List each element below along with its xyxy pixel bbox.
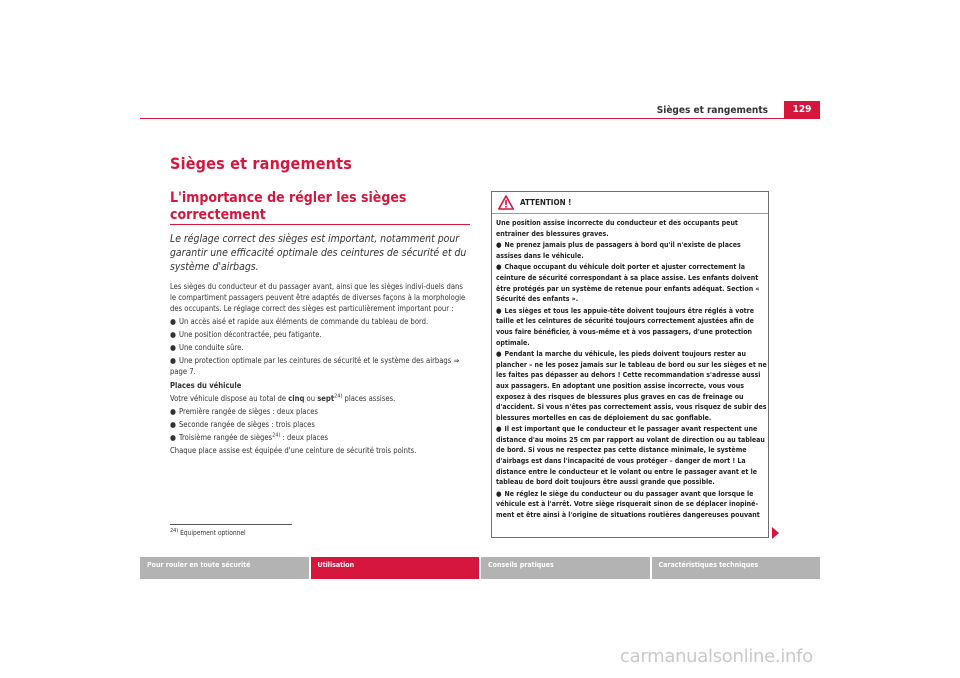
bullet-icon: ● bbox=[170, 330, 176, 339]
footnote: $^{24)}$ Équipement optionnel bbox=[170, 527, 246, 537]
footnote-ref: 24) bbox=[272, 432, 281, 439]
list-item: ● Une conduite sûre. bbox=[170, 343, 244, 352]
chapter-nav bbox=[140, 557, 820, 579]
section-rule bbox=[170, 224, 470, 225]
attention-paragraph: ● Il est important que le conducteur et le passager avant respectent une distance d'au moins 25 cm par rapport au volant de direction ou au tableau de bord. Si vous ne respectez pas cette distance minimale, le système d'airbags est dans l'incapacité de vous protéger – danger de mort ! La distance entre le conducteur et le volant ou entre le passager avant et le tableau de bord doit toujours être aussi grande que possible. bbox=[496, 425, 765, 487]
list-item: ● Première rangée de sièges : deux places bbox=[170, 407, 318, 416]
body-text bbox=[170, 281, 470, 458]
bullet-icon: ● bbox=[496, 241, 502, 250]
bullet-icon: ● bbox=[496, 306, 502, 315]
nav-tab-utilisation[interactable]: Utilisation bbox=[311, 557, 480, 579]
list-item: ● Seconde rangée de sièges : trois places bbox=[170, 420, 315, 429]
attention-paragraph: Une position assise incorrecte du conducteur et des occupants peut entraîner des blessures graves. bbox=[496, 219, 738, 238]
bullet-icon: ● bbox=[170, 343, 176, 352]
bullet-icon: ● bbox=[496, 263, 502, 272]
bullet-icon: ● bbox=[496, 425, 502, 434]
footnote-rule bbox=[170, 524, 292, 525]
section-intro: Le réglage correct des sièges est important, notamment pour garantir une efficacité optimale des ceintures de sécurité et du système d'airbags. bbox=[170, 233, 467, 273]
attention-paragraph: ● Ne réglez le siège du conducteur ou du passager avant que lorsque le véhicule est à l'arrêt. Votre siège risquerait sinon de se déplacer inopiné-ment et être ainsi à l'origine de situations routières dangereuses pouvant bbox=[496, 489, 760, 520]
attention-header bbox=[492, 192, 768, 214]
closing-paragraph: Chaque place assise est équipée d'une ceinture de sécurité trois points. bbox=[170, 446, 417, 455]
nav-tab-conseils[interactable]: Conseils pratiques bbox=[481, 557, 650, 579]
nav-tab-caracteristiques[interactable]: Caractéristiques techniques bbox=[652, 557, 821, 579]
attention-text bbox=[496, 218, 768, 522]
section-title: L'importance de régler les sièges correctement bbox=[170, 190, 407, 223]
subheading-places: Places du véhicule bbox=[170, 381, 242, 390]
bullet-icon: ● bbox=[170, 356, 176, 365]
nav-tab-securite[interactable]: Pour rouler en toute sécurité bbox=[140, 557, 309, 579]
running-header-title: Sièges et rangements bbox=[656, 105, 768, 116]
attention-paragraph: ● Pendant la marche du véhicule, les pieds doivent toujours rester au plancher – ne les posez jamais sur le tableau de bord ou sur les sièges et ne les faites pas dépasser au dehors ! Cette recommandation s'adresse aussi aux passagers. En adoptant une position assise incorrecte, vous vous exposez à des risques de blessures plus graves en cas de freinage ou d'accident. Si vous n'êtes pas correctement assis, vous risquez de subir des blessures mortelles en cas de déploiement du sac gonflable. bbox=[496, 350, 767, 422]
list-item: ● Un accès aisé et rapide aux éléments de commande du tableau de bord. bbox=[170, 317, 429, 326]
list-item: ● Une protection optimale par les ceintures de sécurité et le système des airbags ⇒ page 7. bbox=[170, 356, 460, 376]
body-paragraph: Les sièges du conducteur et du passager avant, ainsi que les sièges indivi-duels dans le compartiment passagers peuvent être adaptés de diverses façons à la morphologie des occupants. Le réglage correct des sièges est particulièrement important pour : bbox=[170, 282, 466, 313]
bullet-icon: ● bbox=[170, 317, 176, 326]
footnote-ref: 24) bbox=[334, 393, 343, 400]
bullet-icon: ● bbox=[170, 433, 176, 442]
attention-label: ATTENTION ! bbox=[520, 198, 572, 207]
attention-paragraph: ● Chaque occupant du véhicule doit porter et ajuster correctement la ceinture de sécurité correspondant à sa place assise. Les enfants doivent être protégés par un système de retenue pour enfants adéquat. Section « Sécurité des enfants ». bbox=[496, 263, 760, 304]
bullet-icon: ● bbox=[496, 350, 502, 359]
seats-paragraph: Votre véhicule dispose au total de cinq ou sept$^{24)}$ places assises. bbox=[170, 393, 396, 403]
bullet-icon: ● bbox=[496, 489, 502, 498]
page-number-badge: 129 bbox=[784, 101, 820, 118]
attention-box bbox=[491, 191, 769, 538]
attention-paragraph: ● Les sièges et tous les appuie-tête doivent toujours être réglés à votre taille et les ceintures de sécurité toujours correctement ajustées afin de vous faire bénéficier, à vous-même et à vos passagers, d'une protection optimale. bbox=[496, 306, 755, 347]
watermark-logo: carmanualsonline.info bbox=[620, 646, 813, 667]
attention-paragraph: ● Ne prenez jamais plus de passagers à bord qu'il n'existe de places assises dans le véhicule. bbox=[496, 241, 741, 260]
bullet-icon: ● bbox=[170, 407, 176, 416]
list-item: ● Une position décontractée, peu fatigante. bbox=[170, 330, 322, 339]
list-item: ● Troisième rangée de sièges$^{24)}$ : deux places bbox=[170, 432, 329, 442]
continue-arrow-icon bbox=[772, 527, 779, 539]
chapter-title: Sièges et rangements bbox=[170, 154, 352, 173]
warning-triangle-icon bbox=[498, 195, 514, 210]
bullet-icon: ● bbox=[170, 420, 176, 429]
header-rule bbox=[140, 118, 820, 119]
